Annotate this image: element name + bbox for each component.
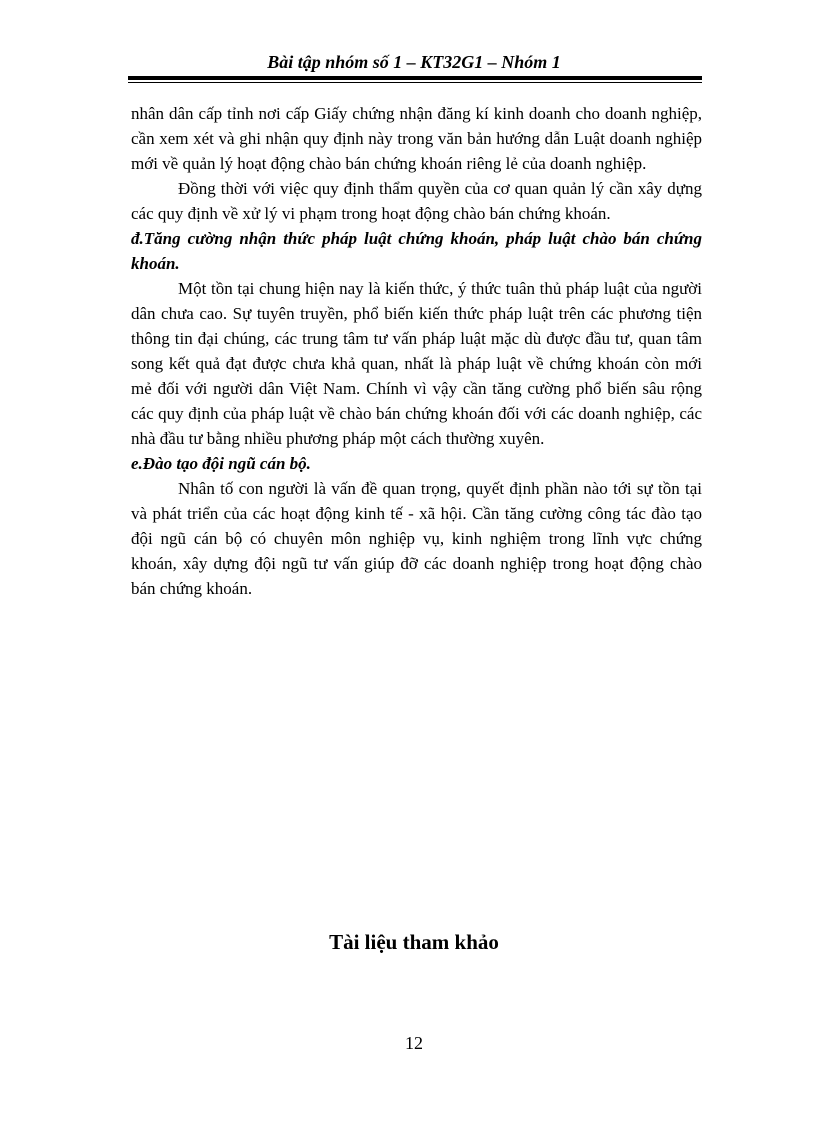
document-body (131, 101, 702, 601)
header-rule-thin (128, 82, 702, 83)
header-rule-thick (128, 76, 702, 80)
section-heading-d: đ.Tăng cường nhận thức pháp luật chứng khoán, pháp luật chào bán chứng khoán. (131, 229, 702, 273)
body-paragraph: Nhân tố con người là vấn đề quan trọng, quyết định phần nào tới sự tồn tại và phát triển của các hoạt động kinh tế - xã hội. Cần tăng cường công tác đào tạo đội ngũ cán bộ có chuyên môn nghiệp vụ, kinh nghiệm trong lĩnh vực chứng khoán, xây dựng đội ngũ tư vấn giúp đỡ các doanh nghiệp trong hoạt động chào bán chứng khoán. (131, 479, 702, 598)
page-header-title: Bài tập nhóm số 1 – KT32G1 – Nhóm 1 (267, 52, 561, 72)
body-paragraph: Một tồn tại chung hiện nay là kiến thức, ý thức tuân thủ pháp luật của người dân chưa cao. Sự tuyên truyền, phổ biến kiến thức pháp luật trên các phương tiện thông tin đại chúng, các trung tâm tư vấn pháp luật mặc dù được đầu tư, quan tâm song kết quả đạt được chưa khả quan, nhất là pháp luật về chứng khoán còn mới mẻ đối với người dân Việt Nam. Chính vì vậy cần tăng cường phổ biến sâu rộng các quy định của pháp luật về chào bán chứng khoán đối với các doanh nghiệp, các nhà đầu tư bằng nhiều phương pháp một cách thường xuyên. (131, 279, 702, 448)
page-number: 12 (405, 1033, 423, 1053)
body-paragraph: Đồng thời với việc quy định thẩm quyền của cơ quan quản lý cần xây dựng các quy định về xử lý vi phạm trong hoạt động chào bán chứng khoán. (131, 179, 702, 223)
section-heading-e: e.Đào tạo đội ngũ cán bộ. (131, 454, 311, 473)
references-title: Tài liệu tham khảo (329, 930, 499, 954)
body-paragraph-continuation: nhân dân cấp tỉnh nơi cấp Giấy chứng nhận đăng kí kinh doanh cho doanh nghiệp, cần xem xét và ghi nhận quy định này trong văn bản hướng dẫn Luật doanh nghiệp mới về quản lý hoạt động chào bán chứng khoán riêng lẻ của doanh nghiệp. (131, 104, 702, 173)
